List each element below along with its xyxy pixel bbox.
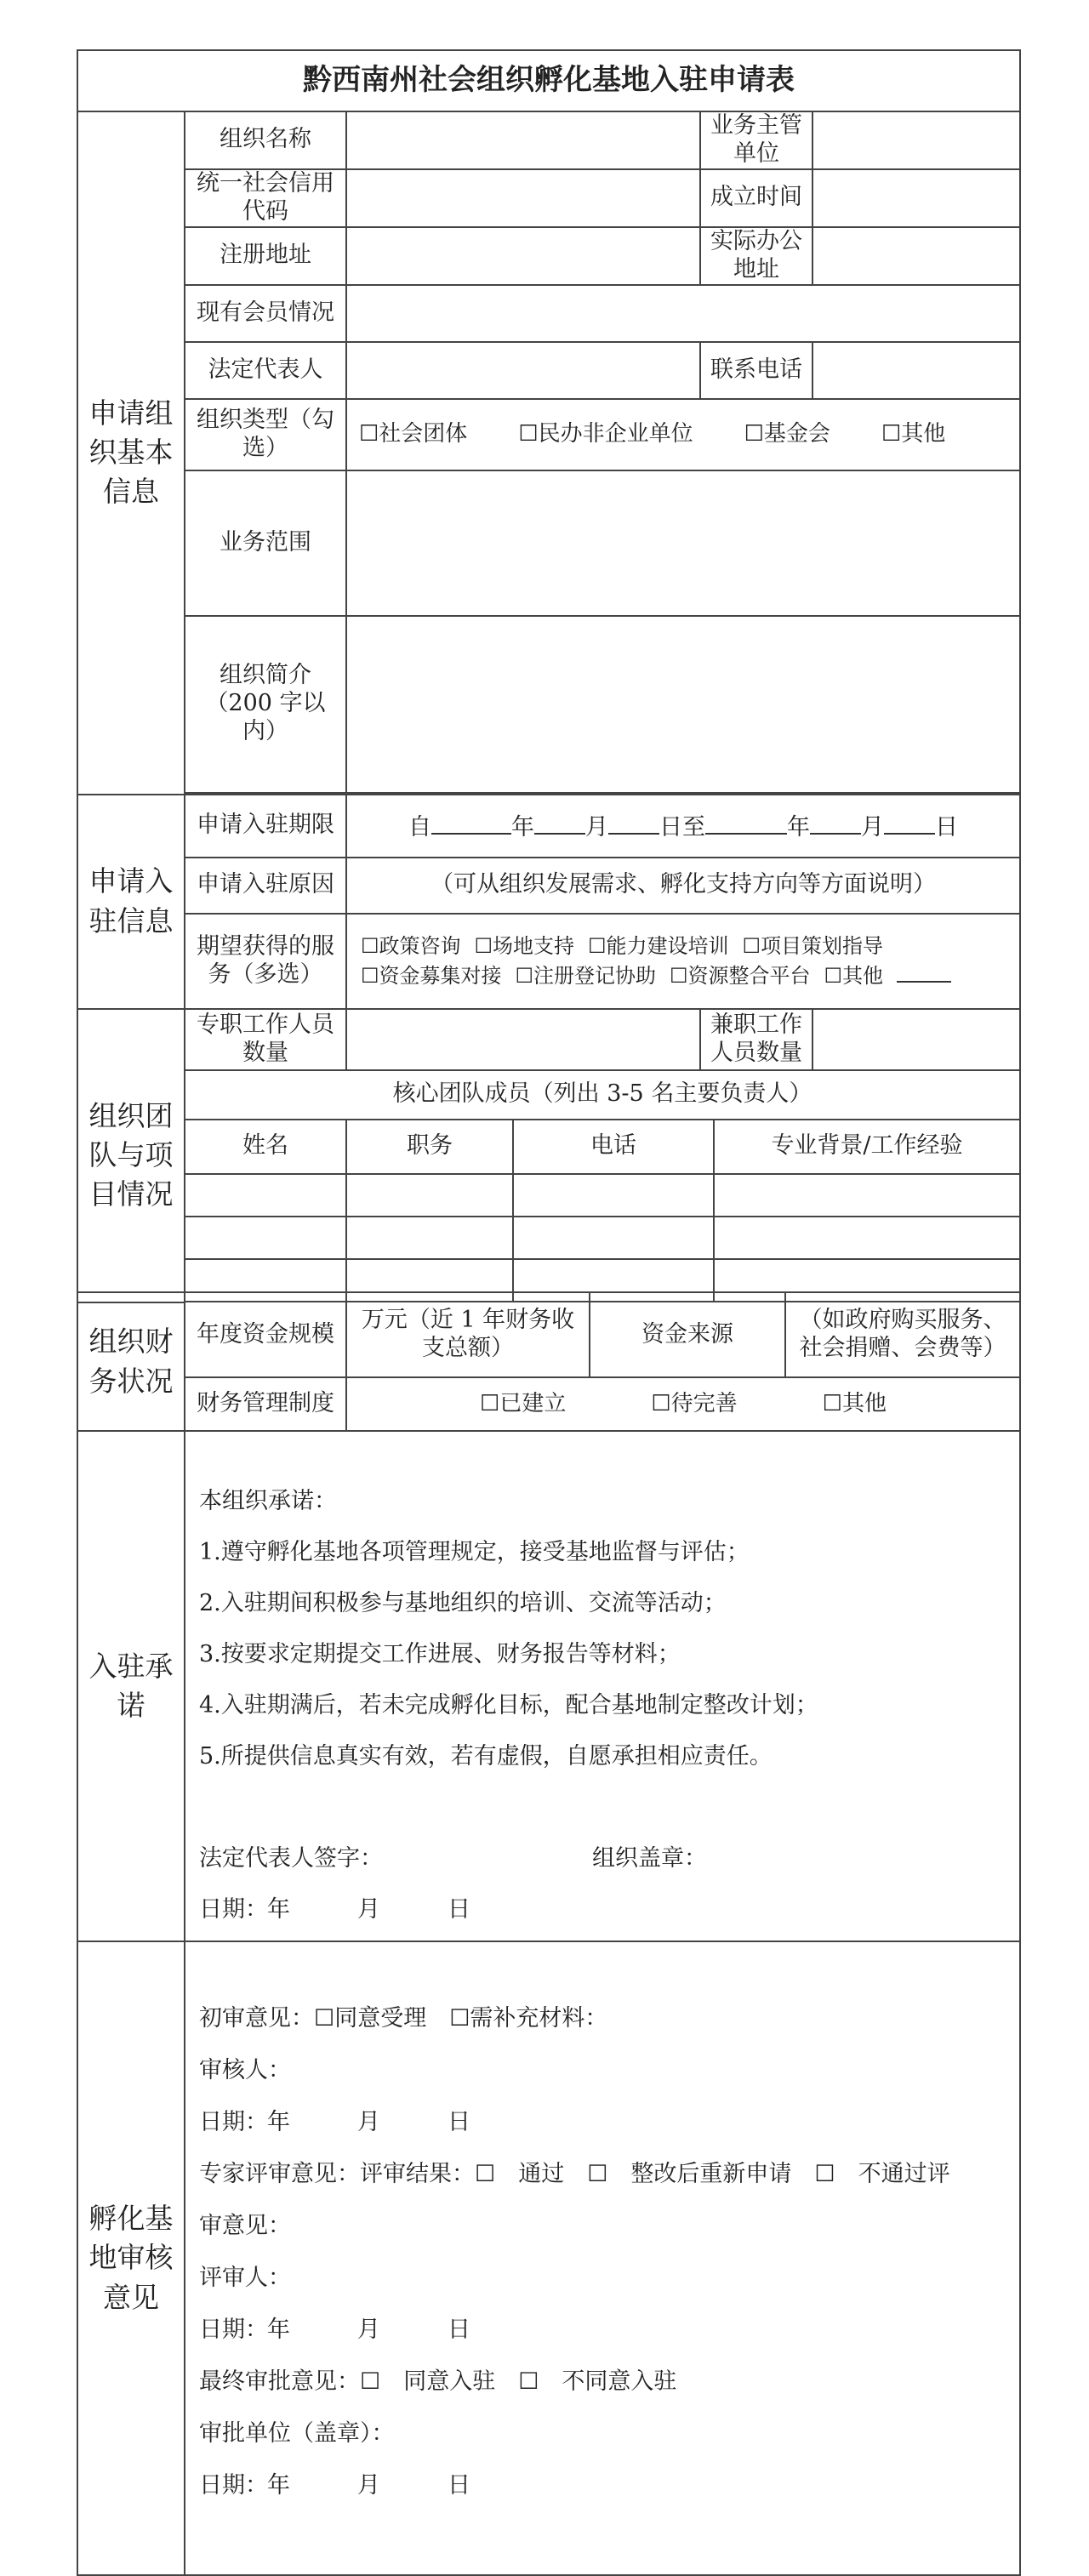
checkbox-policy[interactable]: ☐政策咨询 bbox=[361, 933, 461, 958]
commitment-date[interactable]: 日期：年 月 日 bbox=[199, 1896, 470, 1923]
label-phone: 联系电话 bbox=[700, 342, 812, 399]
field-credit-code[interactable] bbox=[346, 169, 700, 227]
label-legal-rep: 法定代表人 bbox=[185, 342, 346, 399]
final-review[interactable]: 最终审批意见：☐ 同意入驻 ☐ 不同意入驻 bbox=[199, 2368, 677, 2395]
checkbox-social-group[interactable]: ☐社会团体 bbox=[359, 420, 468, 447]
field-legal-rep[interactable] bbox=[346, 342, 700, 399]
field-org-name[interactable] bbox=[346, 111, 700, 169]
checkbox-private-nonenterprise[interactable]: ☐民办非企业单位 bbox=[518, 420, 693, 447]
field-reg-address[interactable] bbox=[346, 227, 700, 285]
checkbox-foundation[interactable]: ☐基金会 bbox=[744, 420, 830, 447]
commitment-item-1: 1.遵守孵化基地各项管理规定，接受基地监督与评估； bbox=[199, 1539, 750, 1565]
commitment-item-2: 2.入驻期间积极参与基地组织的培训、交流等活动； bbox=[199, 1590, 727, 1616]
label-annual: 年度资金规模 bbox=[185, 1292, 346, 1377]
section-team: 组织团队与项目情况 bbox=[77, 1009, 185, 1302]
commitment-intro: 本组织承诺： bbox=[199, 1488, 337, 1514]
label-scope: 业务范围 bbox=[185, 470, 346, 616]
field-scope[interactable] bbox=[346, 470, 1020, 616]
field-source[interactable]: （如政府购买服务、社会捐赠、会费等） bbox=[785, 1292, 1020, 1377]
label-reg-address: 注册地址 bbox=[185, 227, 346, 285]
field-parttime[interactable] bbox=[812, 1009, 1020, 1070]
checkbox-registration[interactable]: ☐注册登记协助 bbox=[515, 963, 657, 988]
label-services: 期望获得的服务（多选） bbox=[185, 914, 346, 1009]
checkbox-other-system[interactable]: ☐其他 bbox=[822, 1390, 887, 1416]
initial-review[interactable]: 初审意见：☐同意受理 ☐需补充材料： bbox=[199, 2005, 608, 2032]
label-established: 成立时间 bbox=[700, 169, 812, 227]
commitment-item-3: 3.按要求定期提交工作进展、财务报告等材料； bbox=[199, 1641, 681, 1667]
checkbox-training[interactable]: ☐能力建设培训 bbox=[588, 933, 729, 958]
label-parttime: 兼职工作人员数量 bbox=[700, 1009, 812, 1070]
initial-date[interactable]: 日期：年 月 日 bbox=[199, 2109, 470, 2135]
table-row bbox=[77, 1217, 1020, 1259]
col-phone: 电话 bbox=[513, 1120, 714, 1174]
field-members[interactable] bbox=[346, 285, 1020, 342]
label-source: 资金来源 bbox=[590, 1292, 785, 1377]
commitment-content bbox=[185, 1431, 1020, 1941]
col-name: 姓名 bbox=[185, 1120, 346, 1174]
system-options bbox=[346, 1377, 1020, 1431]
field-phone[interactable] bbox=[812, 342, 1020, 399]
label-supervisor: 业务主管单位 bbox=[700, 111, 812, 169]
label-seal: 组织盖章： bbox=[592, 1845, 707, 1872]
checkbox-established[interactable]: ☐已建立 bbox=[480, 1390, 567, 1416]
section-review: 孵化基地审核意见 bbox=[77, 1941, 185, 2575]
field-intro[interactable] bbox=[346, 616, 1020, 793]
field-period[interactable]: 自 年 月 日至 年 月 日 bbox=[346, 795, 1020, 858]
checkbox-venue[interactable]: ☐场地支持 bbox=[474, 933, 575, 958]
label-fulltime: 专职工作人员数量 bbox=[185, 1009, 346, 1070]
final-date[interactable]: 日期：年 月 日 bbox=[199, 2472, 470, 2499]
label-office-address: 实际办公地址 bbox=[700, 227, 812, 285]
label-sign: 法定代表人签字： bbox=[199, 1845, 383, 1872]
label-reviewer: 审核人： bbox=[199, 2057, 291, 2083]
service-options bbox=[346, 914, 1020, 1009]
checkbox-planning[interactable]: ☐项目策划指导 bbox=[742, 933, 884, 958]
field-fulltime[interactable] bbox=[346, 1009, 700, 1070]
label-org-name: 组织名称 bbox=[185, 111, 346, 169]
application-form-part2 bbox=[77, 1291, 1021, 2576]
field-established[interactable] bbox=[812, 169, 1020, 227]
expert-review-cont: 审意见： bbox=[199, 2213, 291, 2239]
section-commitment: 入驻承诺 bbox=[77, 1431, 185, 1941]
label-org-type: 组织类型（勾选） bbox=[185, 399, 346, 470]
label-intro: 组织简介（200 字以内） bbox=[185, 616, 346, 793]
label-reason: 申请入驻原因 bbox=[185, 858, 346, 914]
application-form-part1 bbox=[77, 49, 1021, 1303]
field-annual[interactable]: 万元（近 1 年财务收支总额） bbox=[346, 1292, 590, 1377]
col-position: 职务 bbox=[346, 1120, 513, 1174]
label-period: 申请入驻期限 bbox=[185, 795, 346, 858]
checkbox-other[interactable]: ☐其他 bbox=[881, 420, 946, 447]
checkbox-resources[interactable]: ☐资源整合平台 bbox=[670, 963, 811, 988]
section-entry-info: 申请入驻信息 bbox=[77, 795, 185, 1009]
field-office-address[interactable] bbox=[812, 227, 1020, 285]
label-members: 现有会员情况 bbox=[185, 285, 346, 342]
checkbox-funding[interactable]: ☐资金募集对接 bbox=[361, 963, 502, 988]
field-supervisor[interactable] bbox=[812, 111, 1020, 169]
field-reason-hint[interactable]: （可从组织发展需求、孵化支持方向等方面说明） bbox=[346, 858, 1020, 914]
form-title: 黔西南州社会组织孵化基地入驻申请表 bbox=[77, 50, 1020, 111]
label-system: 财务管理制度 bbox=[185, 1377, 346, 1431]
review-content bbox=[185, 1941, 1020, 2575]
expert-date[interactable]: 日期：年 月 日 bbox=[199, 2317, 470, 2343]
commitment-item-5: 5.所提供信息真实有效，若有虚假，自愿承担相应责任。 bbox=[199, 1743, 773, 1770]
checkbox-other-service[interactable]: ☐其他 bbox=[824, 963, 884, 988]
label-approval-unit: 审批单位（盖章）： bbox=[199, 2420, 395, 2447]
label-credit-code: 统一社会信用代码 bbox=[185, 169, 346, 227]
commitment-item-4: 4.入驻期满后，若未完成孵化目标，配合基地制定整改计划； bbox=[199, 1692, 818, 1718]
table-row bbox=[77, 1174, 1020, 1217]
section-basic-info: 申请组织基本信息 bbox=[77, 111, 185, 795]
section-finance: 组织财务状况 bbox=[77, 1292, 185, 1431]
expert-review[interactable]: 专家评审意见：评审结果：☐ 通过 ☐ 整改后重新申请 ☐ 不通过评 bbox=[199, 2161, 950, 2187]
col-background: 专业背景/工作经验 bbox=[714, 1120, 1020, 1174]
org-type-options bbox=[346, 399, 1020, 470]
checkbox-improving[interactable]: ☐待完善 bbox=[651, 1390, 738, 1416]
core-team-title: 核心团队成员（列出 3-5 名主要负责人） bbox=[185, 1070, 1020, 1120]
label-assessor: 评审人： bbox=[199, 2265, 291, 2291]
